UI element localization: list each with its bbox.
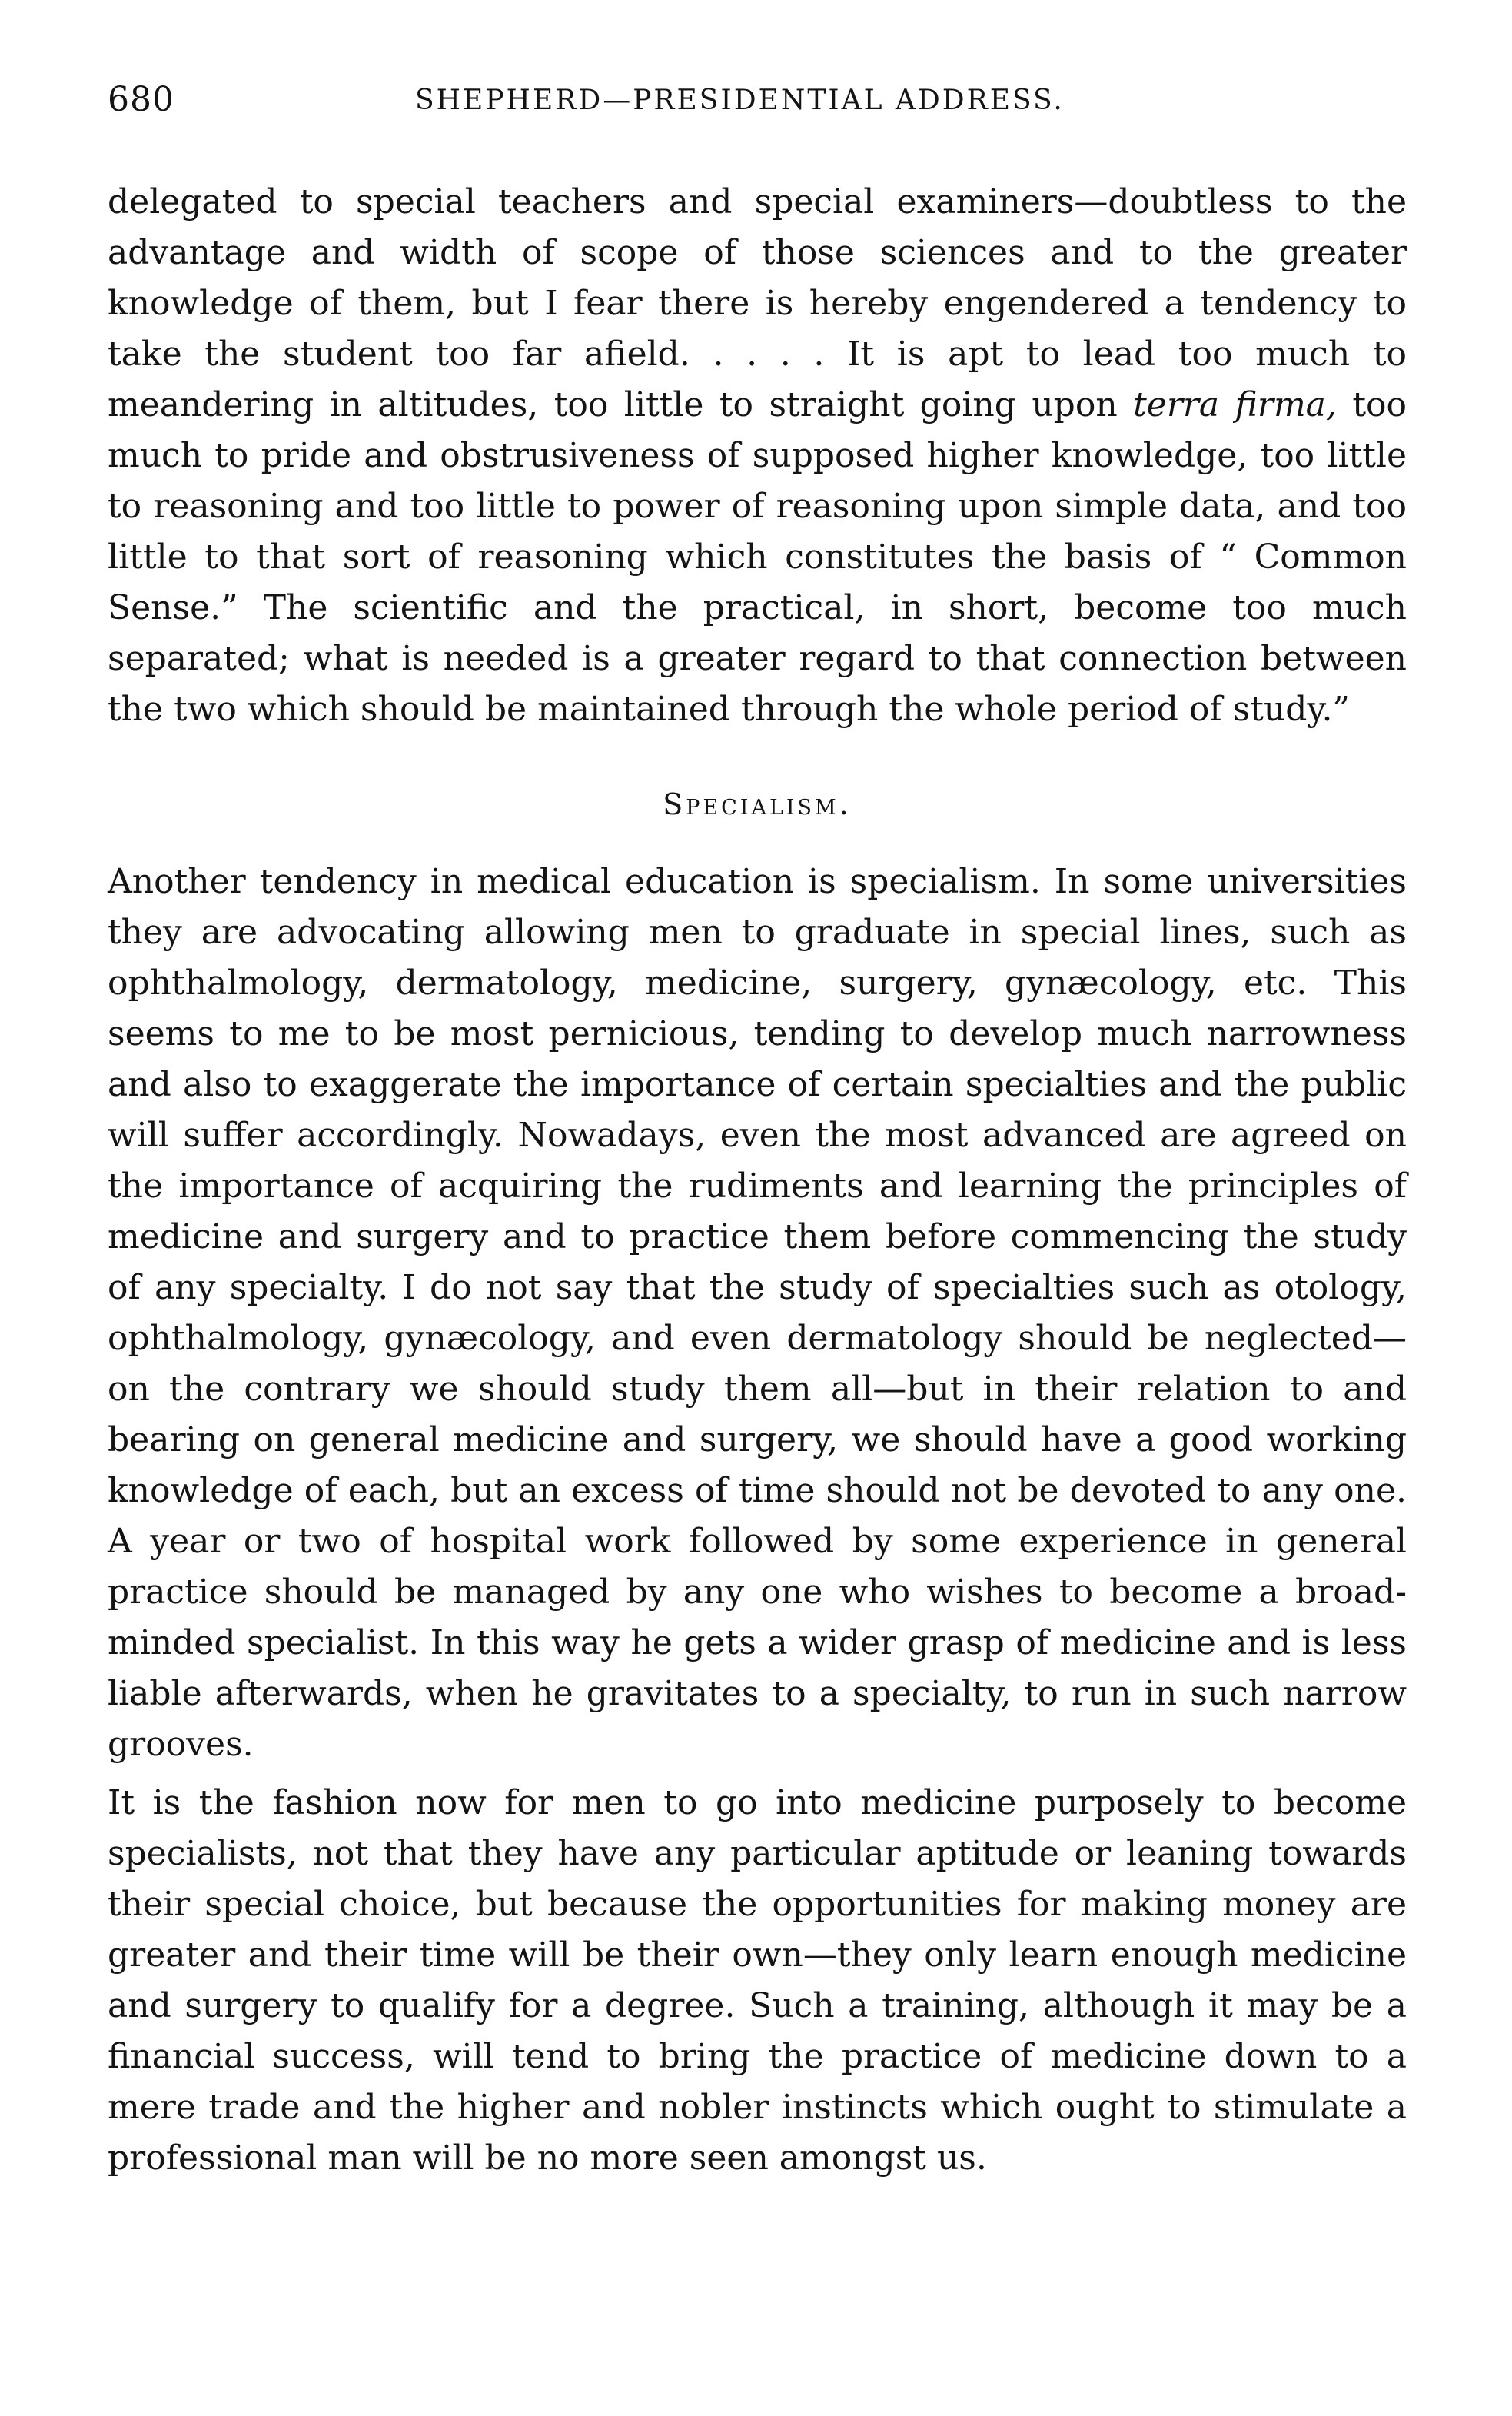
- continuation-text-start: delegated to special teachers and special examiners—doubtless to the advantage and width of scope of those sciences and to the greater knowledge of them, but I fear there is hereby engendered a tendency to take the student too far afield. . . . . It is apt to lead too much to meandering in altitudes, too little to straight going upon: [108, 182, 1407, 424]
- continuation-paragraph: [108, 177, 1407, 735]
- page-header: [108, 77, 1407, 146]
- running-head: SHEPHERD—PRESIDENTIAL ADDRESS.: [415, 85, 1065, 116]
- body-paragraph-fashion: It is the fashion now for men to go into medicine purposely to become specialists, not that they have any particular aptitude or leaning towards their special choice, but because the opportunities for making money are greater and their time will be their own—they only learn enough medicine and surgery to qualify for a degree. Such a training, although it may be a financial success, will tend to bring the practice of medicine down to a mere trade and the higher and nobler instincts which ought to stimulate a professional man will be no more seen amongst us.: [108, 1783, 1407, 2178]
- page-number: 680: [108, 80, 174, 119]
- body-paragraph-specialism: Another tendency in medical education is specialism. In some universities they are advocating allowing men to graduate in special lines, such as ophthalmology, dermatology, medicine, surgery, gynæcology, etc. This seems to me to be most pernicious, tending to develop much narrowness and also to exaggerate the importance of certain specialties and the public will suffer accordingly. Nowadays, even the most advanced are agreed on the importance of acquiring the rudiments and learning the principles of medicine and surgery and to practice them before commencing the study of any specialty. I do not say that the study of specialties such as otology, ophthalmology, gynæcology, and even dermatology should be neglected—on the contrary we should study them all—but in their relation to and bearing on general medicine and surgery, we should have a good working knowledge of each, but an excess of time should not be devoted to any one. A year or two of hospital work followed by some experience in general practice should be managed by any one who wishes to become a broad-minded specialist. In this way he gets a wider grasp of medicine and is less liable afterwards, when he gravitates to a specialty, to run in such narrow grooves.: [108, 862, 1407, 1764]
- book-page: [108, 77, 1407, 2184]
- section-heading: Specialism.: [663, 787, 852, 821]
- continuation-italic-phrase: terra firma,: [1133, 385, 1337, 424]
- continuation-text-end: too much to pride and obstrusiveness of supposed higher knowledge, too little to reasoning and too little to power of reasoning upon simple data, and too little to that sort of reasoning which constitutes the basis of “ Common Sense.” The scientific and the practical, in short, become too much separated; what is needed is a greater regard to that connection between the two which should be maintained through the whole period of study.”: [108, 385, 1407, 729]
